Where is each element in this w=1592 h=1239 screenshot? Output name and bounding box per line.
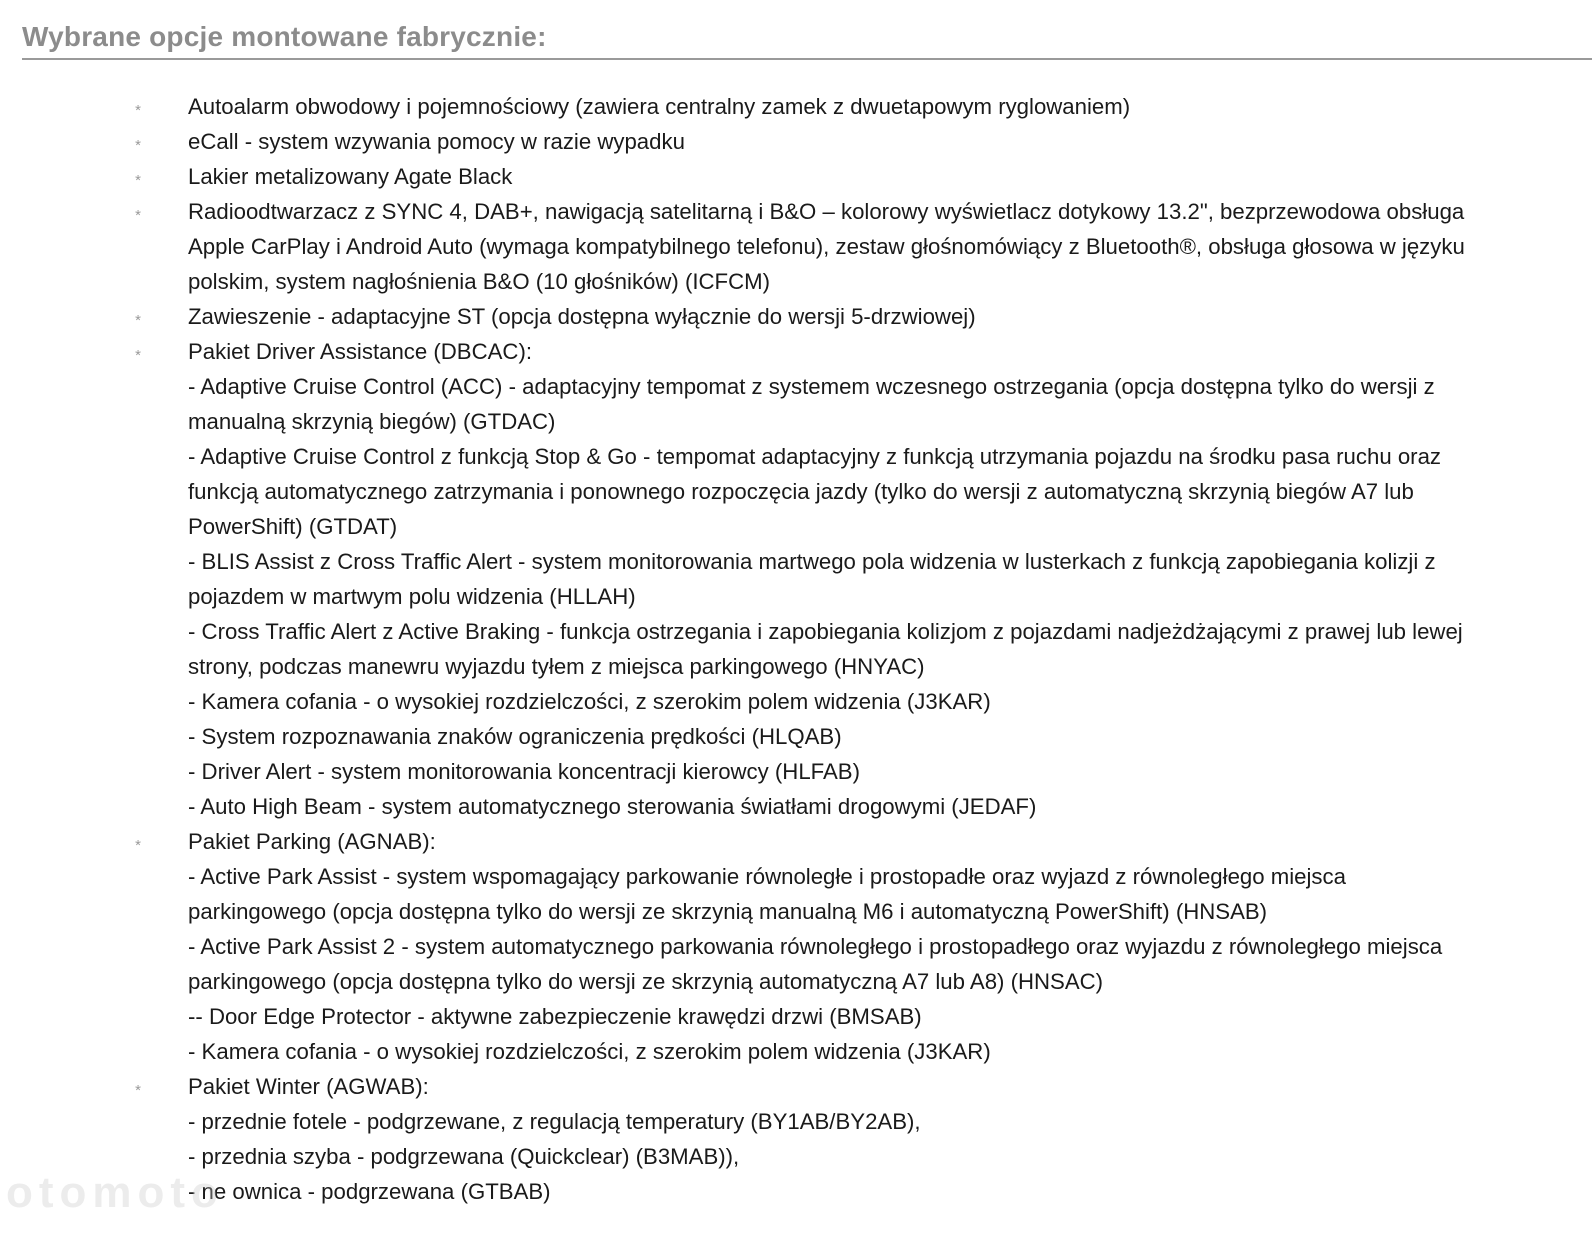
option-item	[0, 1069, 1592, 1104]
bullet-asterisk-icon: *	[135, 207, 141, 224]
watermark-logo: otomoto	[6, 1168, 224, 1217]
option-text: eCall - system wzywania pomocy w razie wypadku	[188, 129, 685, 154]
option-subitem	[0, 369, 1592, 439]
bullet-asterisk-icon: *	[135, 102, 141, 119]
option-text: - Adaptive Cruise Control z funkcją Stop & Go - tempomat adaptacyjny z funkcją utrzymania pojazdu na środku pasa ruchu oraz funkcją automatycznego zatrzymania i ponownego rozpoczęcia jazdy (tylko do wersji z automatyczną skrzynią biegów A7 lub PowerShift) (GTDAT)	[188, 444, 1441, 539]
bullet-asterisk-icon: *	[135, 312, 141, 329]
option-text: - Auto High Beam - system automatycznego sterowania światłami drogowymi (JEDAF)	[188, 794, 1037, 819]
option-item	[0, 334, 1592, 369]
option-item	[0, 159, 1592, 194]
option-text: - Kamera cofania - o wysokiej rozdzielczości, z szerokim polem widzenia (J3KAR)	[188, 689, 991, 714]
option-subitem	[0, 1174, 1592, 1209]
option-text: - Kamera cofania - o wysokiej rozdzielczości, z szerokim polem widzenia (J3KAR)	[188, 1039, 991, 1064]
bullet-asterisk-icon: *	[135, 137, 141, 154]
option-subitem	[0, 614, 1592, 684]
option-text: Zawieszenie - adaptacyjne ST (opcja dostępna wyłącznie do wersji 5-drzwiowej)	[188, 304, 976, 329]
option-text: - Active Park Assist - system wspomagający parkowanie równoległe i prostopadłe oraz wyjazd z równoległego miejsca parkingowego (opcja dostępna tylko do wersji ze skrzynią manualną M6 i automatyczną PowerShift) (HNSAB)	[188, 864, 1346, 924]
bullet-asterisk-icon: *	[135, 172, 141, 189]
option-text: - System rozpoznawania znaków ograniczenia prędkości (HLQAB)	[188, 724, 842, 749]
bullet-asterisk-icon: *	[135, 347, 141, 364]
option-text: Pakiet Winter (AGWAB):	[188, 1074, 429, 1099]
option-item	[0, 124, 1592, 159]
option-text: Pakiet Parking (AGNAB):	[188, 829, 436, 854]
option-text: - przednia szyba - podgrzewana (Quickclear) (B3MAB)),	[188, 1144, 740, 1169]
option-text: Autoalarm obwodowy i pojemnościowy (zawiera centralny zamek z dwuetapowym ryglowaniem)	[188, 94, 1131, 119]
option-subitem	[0, 754, 1592, 789]
option-text: - przednie fotele - podgrzewane, z regulacją temperatury (BY1AB/BY2AB),	[188, 1109, 921, 1134]
option-subitem	[0, 1034, 1592, 1069]
options-list	[0, 89, 1592, 1209]
bullet-asterisk-icon: *	[135, 1082, 141, 1099]
option-subitem	[0, 929, 1592, 999]
option-text: - Adaptive Cruise Control (ACC) - adaptacyjny tempomat z systemem wczesnego ostrzegania (opcja dostępna tylko do wersji z manualną skrzynią biegów) (GTDAC)	[188, 374, 1435, 434]
option-text: - Cross Traffic Alert z Active Braking - funkcja ostrzegania i zapobiegania kolizjom z pojazdami nadjeżdżającymi z prawej lub lewej strony, podczas manewru wyjazdu tyłem z miejsca parkingowego (HNYAC)	[188, 619, 1463, 679]
option-text: - ne ownica - podgrzewana (GTBAB)	[188, 1179, 551, 1204]
section-title: Wybrane opcje montowane fabrycznie:	[22, 21, 547, 52]
option-text: - Active Park Assist 2 - system automatycznego parkowania równoległego i prostopadłego oraz wyjazdu z równoległego miejsca parkingowego (opcja dostępna tylko do wersji ze skrzynią automatyczną A7 lub A8) (HNSAC)	[188, 934, 1443, 994]
option-text: -- Door Edge Protector - aktywne zabezpieczenie krawędzi drzwi (BMSAB)	[188, 1004, 922, 1029]
option-subitem	[0, 719, 1592, 754]
option-text: - BLIS Assist z Cross Traffic Alert - system monitorowania martwego pola widzenia w lusterkach z funkcją zapobiegania kolizji z pojazdem w martwym polu widzenia (HLLAH)	[188, 549, 1436, 609]
option-subitem	[0, 859, 1592, 929]
section-heading	[22, 18, 1592, 60]
option-text: - Driver Alert - system monitorowania koncentracji kierowcy (HLFAB)	[188, 759, 860, 784]
option-subitem	[0, 1104, 1592, 1139]
option-subitem	[0, 1139, 1592, 1174]
option-subitem	[0, 684, 1592, 719]
option-item	[0, 194, 1592, 299]
option-item	[0, 89, 1592, 124]
option-text: Lakier metalizowany Agate Black	[188, 164, 513, 189]
option-subitem	[0, 544, 1592, 614]
bullet-asterisk-icon: *	[135, 837, 141, 854]
option-text: Radioodtwarzacz z SYNC 4, DAB+, nawigacją satelitarną i B&O – kolorowy wyświetlacz dotykowy 13.2", bezprzewodowa obsługa Apple CarPlay i Android Auto (wymaga kompatybilnego telefonu), zestaw głośnomówiący z Bluetooth®, obsługa głosowa w języku polskim, system nagłośnienia B&O (10 głośników) (ICFCM)	[188, 199, 1465, 294]
option-subitem	[0, 439, 1592, 544]
option-text: Pakiet Driver Assistance (DBCAC):	[188, 339, 532, 364]
option-subitem	[0, 789, 1592, 824]
option-item	[0, 299, 1592, 334]
option-item	[0, 824, 1592, 859]
option-subitem	[0, 999, 1592, 1034]
